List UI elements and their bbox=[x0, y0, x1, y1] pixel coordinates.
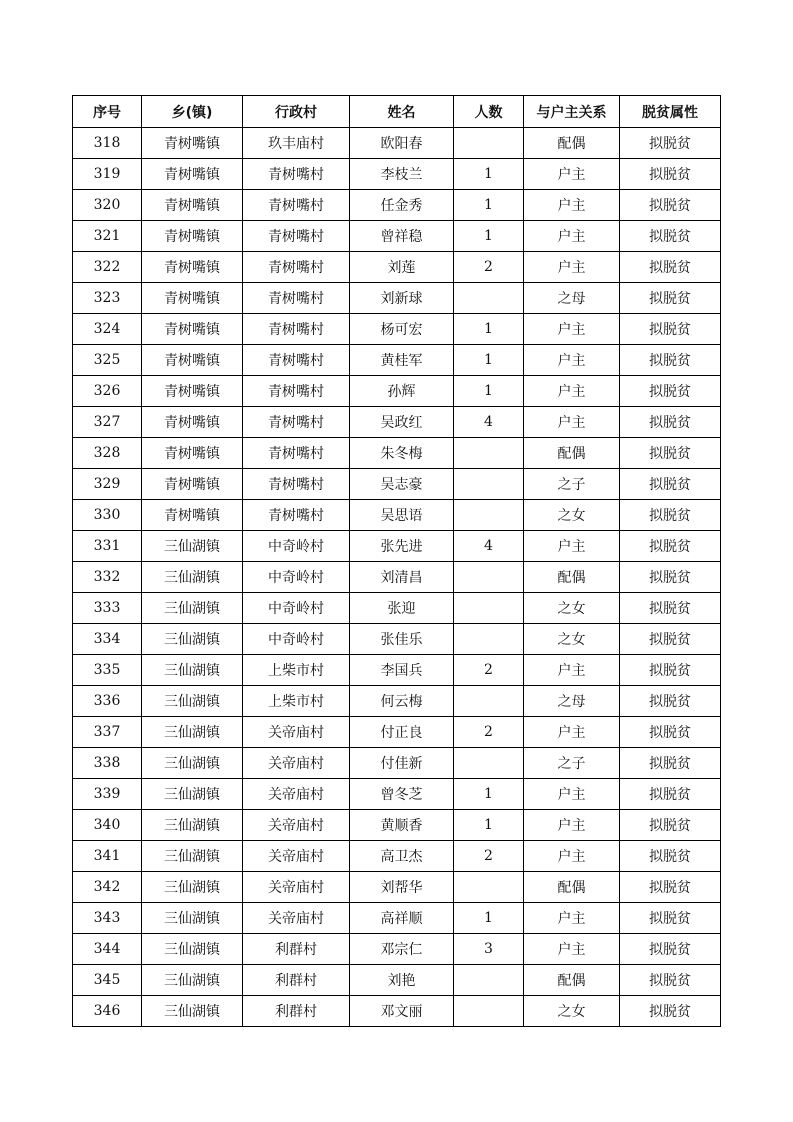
cell-status: 拟脱贫 bbox=[620, 996, 721, 1027]
cell-name: 吴思语 bbox=[350, 500, 454, 531]
cell-count: 1 bbox=[454, 190, 524, 221]
cell-index: 346 bbox=[73, 996, 142, 1027]
cell-count: 1 bbox=[454, 345, 524, 376]
cell-name: 高卫杰 bbox=[350, 841, 454, 872]
cell-relation: 配偶 bbox=[524, 562, 620, 593]
cell-name: 孙辉 bbox=[350, 376, 454, 407]
cell-township: 三仙湖镇 bbox=[142, 903, 243, 934]
cell-index: 325 bbox=[73, 345, 142, 376]
cell-village: 利群村 bbox=[243, 996, 350, 1027]
cell-status: 拟脱贫 bbox=[620, 841, 721, 872]
cell-name: 吴政红 bbox=[350, 407, 454, 438]
cell-township: 三仙湖镇 bbox=[142, 531, 243, 562]
table-body bbox=[73, 128, 721, 1027]
cell-status: 拟脱贫 bbox=[620, 624, 721, 655]
cell-count bbox=[454, 686, 524, 717]
cell-relation: 户主 bbox=[524, 376, 620, 407]
cell-village: 青树嘴村 bbox=[243, 159, 350, 190]
table-row bbox=[73, 779, 721, 810]
table-row bbox=[73, 376, 721, 407]
cell-index: 328 bbox=[73, 438, 142, 469]
cell-status: 拟脱贫 bbox=[620, 407, 721, 438]
cell-village: 青树嘴村 bbox=[243, 221, 350, 252]
cell-count bbox=[454, 624, 524, 655]
cell-village: 关帝庙村 bbox=[243, 810, 350, 841]
cell-status: 拟脱贫 bbox=[620, 345, 721, 376]
cell-relation: 之子 bbox=[524, 469, 620, 500]
cell-count: 1 bbox=[454, 221, 524, 252]
cell-index: 333 bbox=[73, 593, 142, 624]
cell-village: 关帝庙村 bbox=[243, 903, 350, 934]
cell-township: 青树嘴镇 bbox=[142, 159, 243, 190]
cell-count: 4 bbox=[454, 407, 524, 438]
cell-village: 青树嘴村 bbox=[243, 500, 350, 531]
table-row bbox=[73, 841, 721, 872]
cell-relation: 户主 bbox=[524, 903, 620, 934]
cell-status: 拟脱贫 bbox=[620, 283, 721, 314]
cell-name: 张先进 bbox=[350, 531, 454, 562]
table-row bbox=[73, 345, 721, 376]
cell-name: 张佳乐 bbox=[350, 624, 454, 655]
cell-name: 黄桂军 bbox=[350, 345, 454, 376]
cell-village: 青树嘴村 bbox=[243, 190, 350, 221]
table-row bbox=[73, 562, 721, 593]
cell-village: 关帝庙村 bbox=[243, 748, 350, 779]
cell-relation: 户主 bbox=[524, 314, 620, 345]
cell-village: 玖丰庙村 bbox=[243, 128, 350, 159]
cell-index: 344 bbox=[73, 934, 142, 965]
cell-status: 拟脱贫 bbox=[620, 686, 721, 717]
cell-village: 青树嘴村 bbox=[243, 252, 350, 283]
cell-relation: 之女 bbox=[524, 996, 620, 1027]
cell-township: 三仙湖镇 bbox=[142, 779, 243, 810]
cell-township: 青树嘴镇 bbox=[142, 438, 243, 469]
table-row bbox=[73, 128, 721, 159]
header-village: 行政村 bbox=[243, 96, 350, 128]
cell-count: 2 bbox=[454, 717, 524, 748]
cell-township: 青树嘴镇 bbox=[142, 128, 243, 159]
cell-status: 拟脱贫 bbox=[620, 376, 721, 407]
cell-count bbox=[454, 469, 524, 500]
cell-name: 刘艳 bbox=[350, 965, 454, 996]
cell-name: 任金秀 bbox=[350, 190, 454, 221]
cell-name: 李国兵 bbox=[350, 655, 454, 686]
cell-count: 1 bbox=[454, 903, 524, 934]
cell-status: 拟脱贫 bbox=[620, 748, 721, 779]
cell-village: 青树嘴村 bbox=[243, 469, 350, 500]
cell-count: 1 bbox=[454, 314, 524, 345]
cell-name: 高祥顺 bbox=[350, 903, 454, 934]
cell-name: 邓文丽 bbox=[350, 996, 454, 1027]
table-row bbox=[73, 531, 721, 562]
cell-name: 欧阳春 bbox=[350, 128, 454, 159]
cell-name: 刘新球 bbox=[350, 283, 454, 314]
cell-status: 拟脱贫 bbox=[620, 934, 721, 965]
cell-index: 332 bbox=[73, 562, 142, 593]
table-row bbox=[73, 500, 721, 531]
cell-status: 拟脱贫 bbox=[620, 438, 721, 469]
cell-township: 青树嘴镇 bbox=[142, 283, 243, 314]
cell-name: 付正良 bbox=[350, 717, 454, 748]
cell-relation: 之女 bbox=[524, 593, 620, 624]
cell-relation: 配偶 bbox=[524, 965, 620, 996]
cell-name: 刘帮华 bbox=[350, 872, 454, 903]
cell-township: 三仙湖镇 bbox=[142, 872, 243, 903]
cell-index: 322 bbox=[73, 252, 142, 283]
cell-status: 拟脱贫 bbox=[620, 159, 721, 190]
cell-township: 三仙湖镇 bbox=[142, 965, 243, 996]
cell-relation: 之母 bbox=[524, 686, 620, 717]
cell-count bbox=[454, 562, 524, 593]
cell-village: 利群村 bbox=[243, 934, 350, 965]
cell-relation: 户主 bbox=[524, 779, 620, 810]
household-table bbox=[72, 95, 721, 1027]
cell-relation: 户主 bbox=[524, 159, 620, 190]
cell-township: 三仙湖镇 bbox=[142, 655, 243, 686]
cell-index: 340 bbox=[73, 810, 142, 841]
cell-index: 336 bbox=[73, 686, 142, 717]
cell-name: 付佳新 bbox=[350, 748, 454, 779]
cell-township: 三仙湖镇 bbox=[142, 686, 243, 717]
cell-name: 杨可宏 bbox=[350, 314, 454, 345]
cell-relation: 户主 bbox=[524, 655, 620, 686]
cell-index: 326 bbox=[73, 376, 142, 407]
cell-township: 青树嘴镇 bbox=[142, 314, 243, 345]
cell-status: 拟脱贫 bbox=[620, 872, 721, 903]
cell-status: 拟脱贫 bbox=[620, 717, 721, 748]
cell-village: 上柴市村 bbox=[243, 655, 350, 686]
cell-status: 拟脱贫 bbox=[620, 252, 721, 283]
header-relation: 与户主关系 bbox=[524, 96, 620, 128]
cell-village: 利群村 bbox=[243, 965, 350, 996]
table-row bbox=[73, 903, 721, 934]
cell-relation: 户主 bbox=[524, 190, 620, 221]
cell-township: 三仙湖镇 bbox=[142, 996, 243, 1027]
header-township: 乡(镇) bbox=[142, 96, 243, 128]
table-row bbox=[73, 934, 721, 965]
cell-relation: 户主 bbox=[524, 531, 620, 562]
cell-count bbox=[454, 748, 524, 779]
cell-index: 343 bbox=[73, 903, 142, 934]
table-row bbox=[73, 810, 721, 841]
cell-village: 关帝庙村 bbox=[243, 779, 350, 810]
table-row bbox=[73, 159, 721, 190]
cell-township: 青树嘴镇 bbox=[142, 345, 243, 376]
cell-index: 321 bbox=[73, 221, 142, 252]
cell-village: 中奇岭村 bbox=[243, 624, 350, 655]
cell-index: 339 bbox=[73, 779, 142, 810]
cell-count bbox=[454, 593, 524, 624]
table-row bbox=[73, 190, 721, 221]
cell-index: 324 bbox=[73, 314, 142, 345]
table-row bbox=[73, 593, 721, 624]
table-row bbox=[73, 283, 721, 314]
table-row bbox=[73, 314, 721, 345]
cell-count bbox=[454, 965, 524, 996]
cell-index: 345 bbox=[73, 965, 142, 996]
cell-relation: 户主 bbox=[524, 407, 620, 438]
cell-relation: 户主 bbox=[524, 252, 620, 283]
cell-status: 拟脱贫 bbox=[620, 593, 721, 624]
table-row bbox=[73, 717, 721, 748]
table-row bbox=[73, 221, 721, 252]
cell-name: 刘莲 bbox=[350, 252, 454, 283]
cell-count bbox=[454, 438, 524, 469]
cell-name: 黄顺香 bbox=[350, 810, 454, 841]
cell-count: 1 bbox=[454, 810, 524, 841]
cell-village: 青树嘴村 bbox=[243, 376, 350, 407]
cell-village: 青树嘴村 bbox=[243, 345, 350, 376]
cell-count: 1 bbox=[454, 159, 524, 190]
table-row bbox=[73, 438, 721, 469]
table-row bbox=[73, 686, 721, 717]
cell-relation: 户主 bbox=[524, 345, 620, 376]
cell-status: 拟脱贫 bbox=[620, 655, 721, 686]
table-row bbox=[73, 252, 721, 283]
cell-status: 拟脱贫 bbox=[620, 562, 721, 593]
cell-name: 吴志豪 bbox=[350, 469, 454, 500]
cell-count: 2 bbox=[454, 655, 524, 686]
cell-name: 张迎 bbox=[350, 593, 454, 624]
cell-township: 三仙湖镇 bbox=[142, 717, 243, 748]
cell-status: 拟脱贫 bbox=[620, 128, 721, 159]
cell-township: 青树嘴镇 bbox=[142, 252, 243, 283]
cell-village: 青树嘴村 bbox=[243, 407, 350, 438]
cell-relation: 户主 bbox=[524, 717, 620, 748]
cell-relation: 配偶 bbox=[524, 128, 620, 159]
cell-village: 关帝庙村 bbox=[243, 841, 350, 872]
cell-index: 331 bbox=[73, 531, 142, 562]
cell-relation: 户主 bbox=[524, 841, 620, 872]
cell-village: 青树嘴村 bbox=[243, 438, 350, 469]
cell-status: 拟脱贫 bbox=[620, 190, 721, 221]
cell-name: 曾冬芝 bbox=[350, 779, 454, 810]
cell-village: 关帝庙村 bbox=[243, 717, 350, 748]
header-status: 脱贫属性 bbox=[620, 96, 721, 128]
table-row bbox=[73, 469, 721, 500]
cell-status: 拟脱贫 bbox=[620, 221, 721, 252]
cell-township: 三仙湖镇 bbox=[142, 934, 243, 965]
table-row bbox=[73, 872, 721, 903]
cell-index: 320 bbox=[73, 190, 142, 221]
cell-index: 330 bbox=[73, 500, 142, 531]
cell-township: 青树嘴镇 bbox=[142, 221, 243, 252]
cell-status: 拟脱贫 bbox=[620, 469, 721, 500]
cell-village: 关帝庙村 bbox=[243, 872, 350, 903]
cell-township: 青树嘴镇 bbox=[142, 376, 243, 407]
header-index: 序号 bbox=[73, 96, 142, 128]
cell-township: 三仙湖镇 bbox=[142, 562, 243, 593]
table-row bbox=[73, 996, 721, 1027]
cell-relation: 之女 bbox=[524, 624, 620, 655]
table-row bbox=[73, 624, 721, 655]
cell-township: 青树嘴镇 bbox=[142, 500, 243, 531]
cell-village: 中奇岭村 bbox=[243, 562, 350, 593]
cell-count: 4 bbox=[454, 531, 524, 562]
cell-relation: 之母 bbox=[524, 283, 620, 314]
cell-relation: 之子 bbox=[524, 748, 620, 779]
cell-status: 拟脱贫 bbox=[620, 810, 721, 841]
cell-count bbox=[454, 872, 524, 903]
cell-township: 三仙湖镇 bbox=[142, 748, 243, 779]
cell-relation: 户主 bbox=[524, 221, 620, 252]
cell-village: 青树嘴村 bbox=[243, 314, 350, 345]
cell-village: 中奇岭村 bbox=[243, 531, 350, 562]
cell-index: 337 bbox=[73, 717, 142, 748]
cell-count: 2 bbox=[454, 841, 524, 872]
cell-relation: 配偶 bbox=[524, 872, 620, 903]
cell-index: 327 bbox=[73, 407, 142, 438]
document-page bbox=[72, 95, 720, 1027]
header-row bbox=[73, 96, 721, 128]
cell-index: 329 bbox=[73, 469, 142, 500]
cell-index: 341 bbox=[73, 841, 142, 872]
cell-count bbox=[454, 283, 524, 314]
cell-status: 拟脱贫 bbox=[620, 500, 721, 531]
cell-count: 2 bbox=[454, 252, 524, 283]
cell-relation: 配偶 bbox=[524, 438, 620, 469]
cell-count: 3 bbox=[454, 934, 524, 965]
cell-index: 318 bbox=[73, 128, 142, 159]
cell-township: 三仙湖镇 bbox=[142, 624, 243, 655]
cell-name: 曾祥稳 bbox=[350, 221, 454, 252]
cell-count bbox=[454, 500, 524, 531]
cell-township: 青树嘴镇 bbox=[142, 469, 243, 500]
cell-name: 李枝兰 bbox=[350, 159, 454, 190]
cell-index: 319 bbox=[73, 159, 142, 190]
cell-name: 何云梅 bbox=[350, 686, 454, 717]
cell-relation: 之女 bbox=[524, 500, 620, 531]
cell-township: 三仙湖镇 bbox=[142, 593, 243, 624]
cell-name: 朱冬梅 bbox=[350, 438, 454, 469]
cell-index: 342 bbox=[73, 872, 142, 903]
cell-index: 335 bbox=[73, 655, 142, 686]
cell-village: 中奇岭村 bbox=[243, 593, 350, 624]
cell-count: 1 bbox=[454, 779, 524, 810]
cell-village: 青树嘴村 bbox=[243, 283, 350, 314]
cell-name: 邓宗仁 bbox=[350, 934, 454, 965]
cell-relation: 户主 bbox=[524, 810, 620, 841]
cell-count bbox=[454, 128, 524, 159]
cell-relation: 户主 bbox=[524, 934, 620, 965]
cell-status: 拟脱贫 bbox=[620, 531, 721, 562]
table-row bbox=[73, 748, 721, 779]
cell-status: 拟脱贫 bbox=[620, 314, 721, 345]
table-row bbox=[73, 965, 721, 996]
cell-status: 拟脱贫 bbox=[620, 779, 721, 810]
cell-township: 青树嘴镇 bbox=[142, 190, 243, 221]
cell-status: 拟脱贫 bbox=[620, 903, 721, 934]
cell-index: 338 bbox=[73, 748, 142, 779]
cell-township: 三仙湖镇 bbox=[142, 810, 243, 841]
cell-index: 334 bbox=[73, 624, 142, 655]
table-row bbox=[73, 655, 721, 686]
cell-name: 刘清昌 bbox=[350, 562, 454, 593]
cell-township: 三仙湖镇 bbox=[142, 841, 243, 872]
cell-count bbox=[454, 996, 524, 1027]
cell-village: 上柴市村 bbox=[243, 686, 350, 717]
cell-status: 拟脱贫 bbox=[620, 965, 721, 996]
header-count: 人数 bbox=[454, 96, 524, 128]
cell-count: 1 bbox=[454, 376, 524, 407]
cell-index: 323 bbox=[73, 283, 142, 314]
header-name: 姓名 bbox=[350, 96, 454, 128]
table-row bbox=[73, 407, 721, 438]
cell-township: 青树嘴镇 bbox=[142, 407, 243, 438]
